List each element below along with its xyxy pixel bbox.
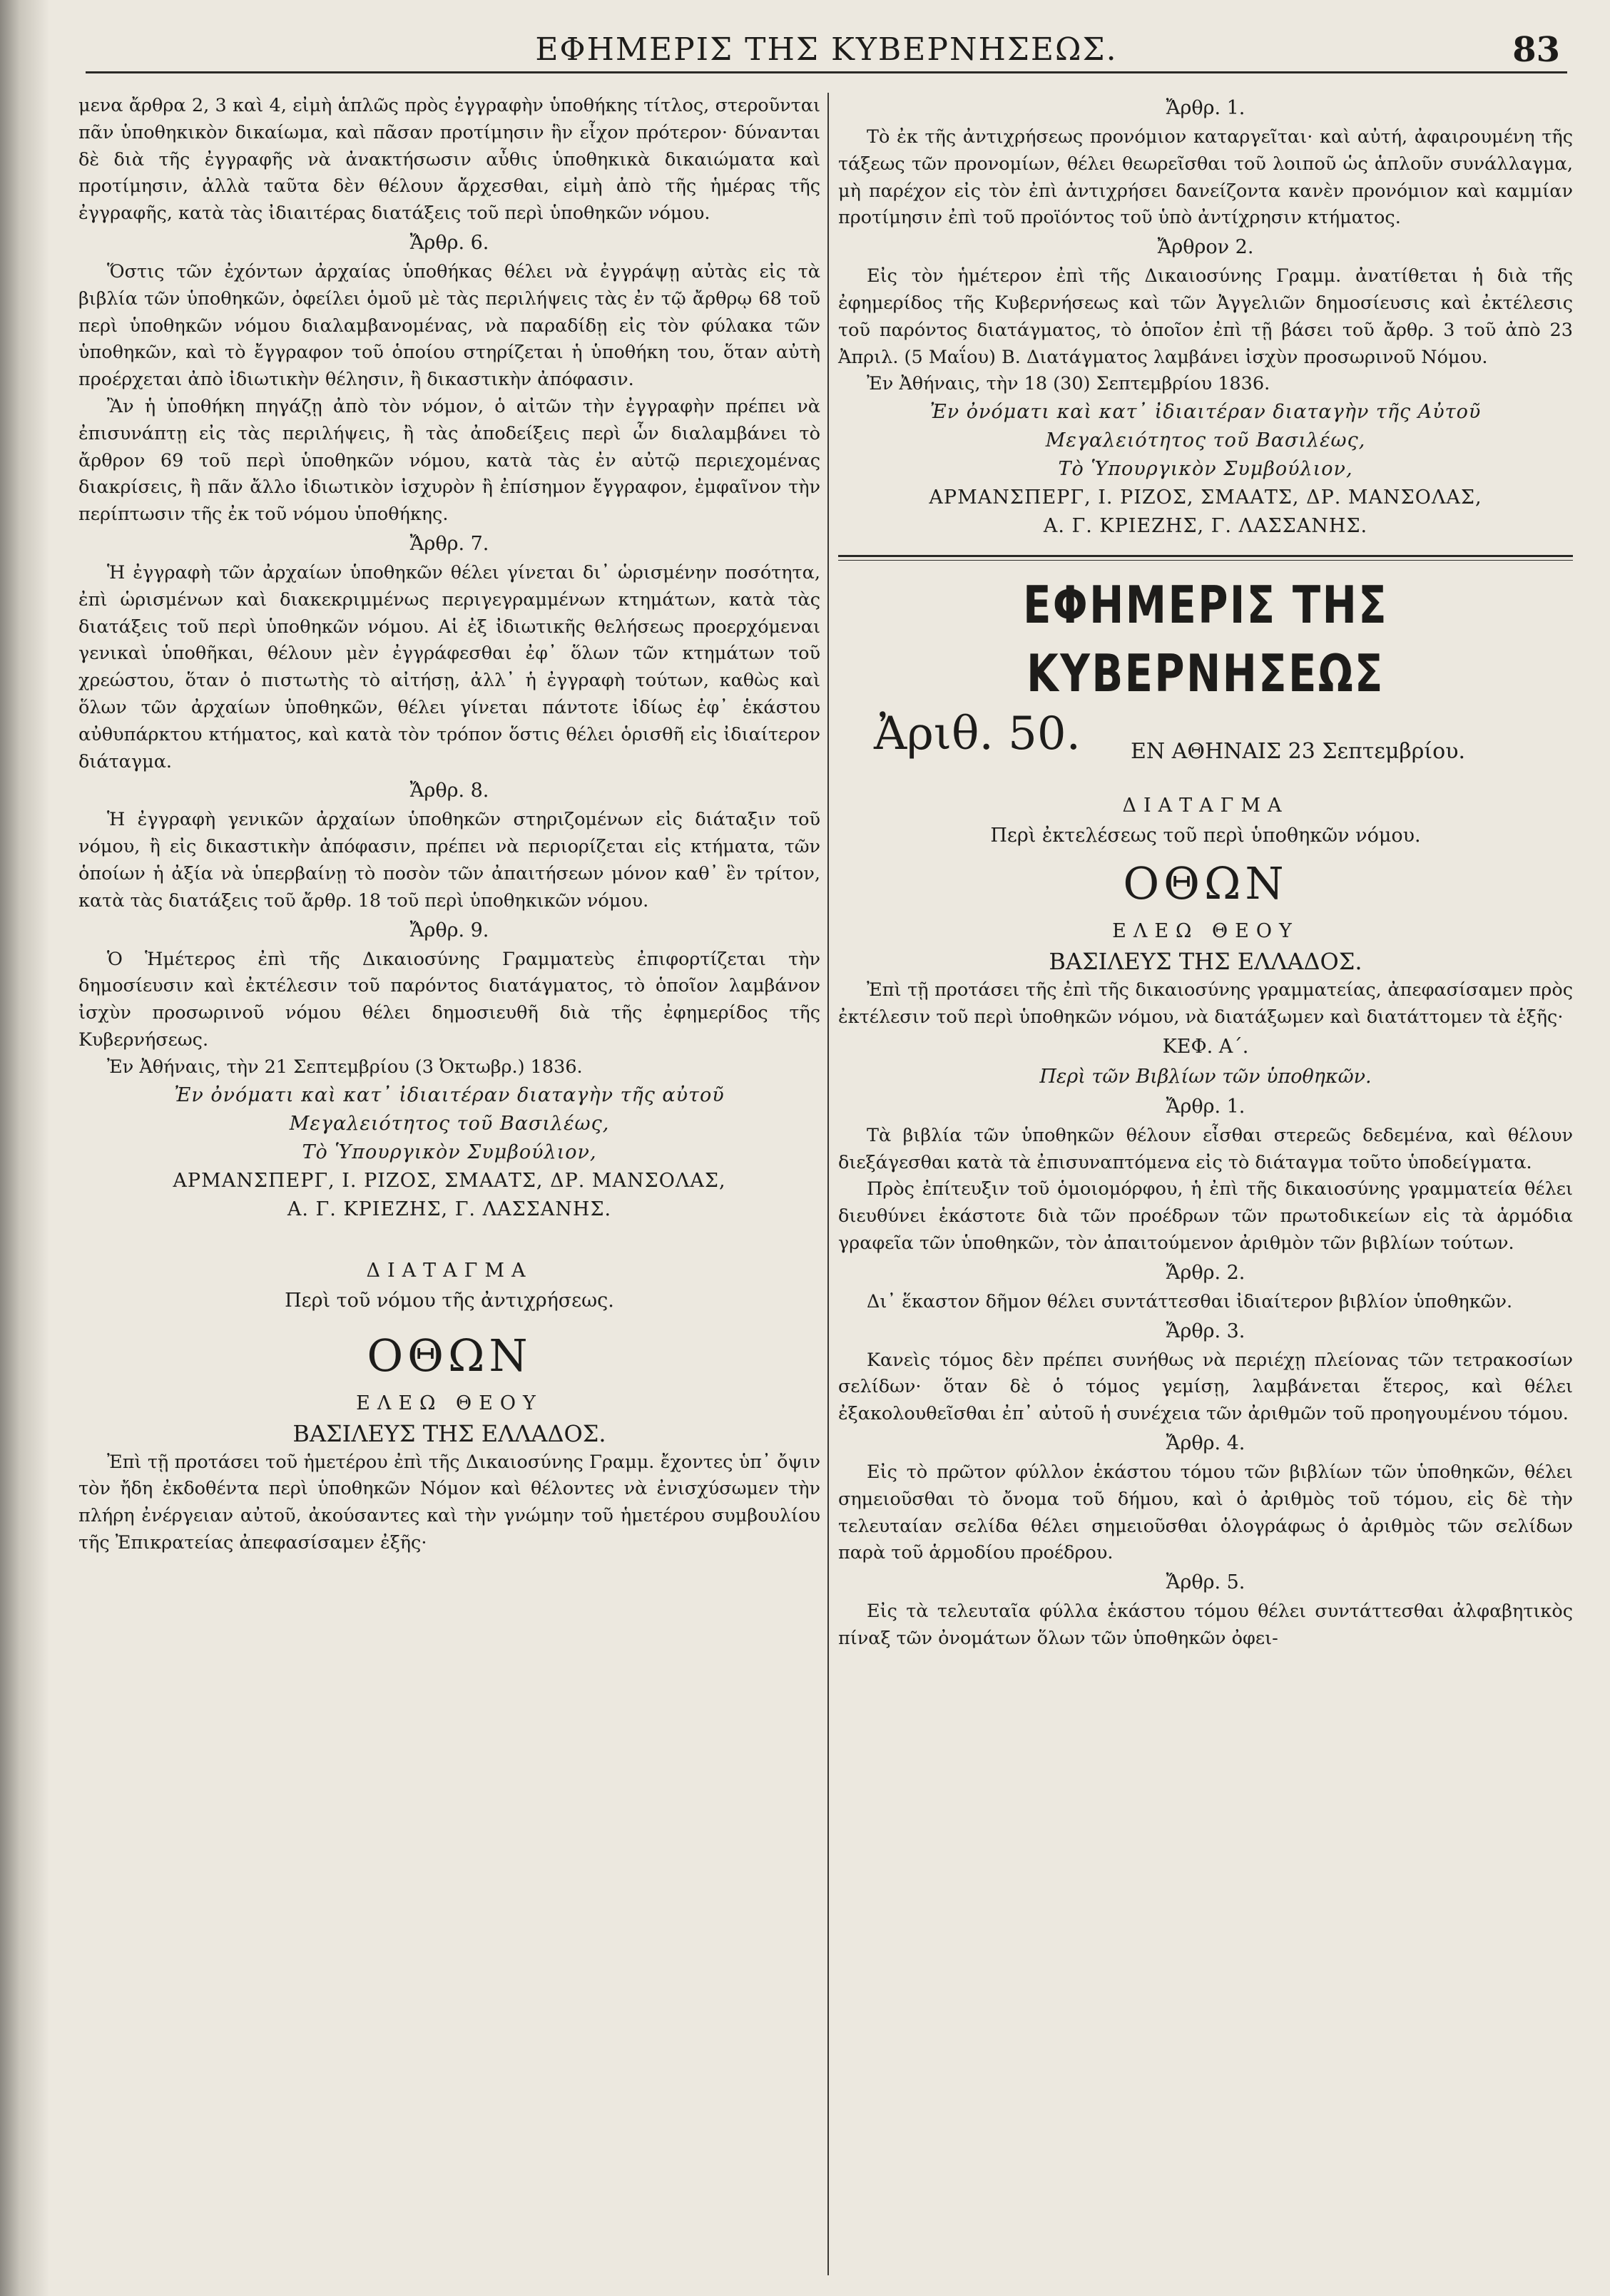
- decree-date: Ἐν Ἀθήναις, τὴν 21 Σεπτεμβρίου (3 Ὀκτωβρ.) 1836.: [107, 1056, 583, 1078]
- king-name: ΟΘΩΝ: [367, 1329, 532, 1382]
- signature-formula: Μεγαλειότητος τοῦ Βασιλέως,: [1045, 429, 1366, 452]
- article-heading: Ἄρθρ. 7.: [409, 532, 489, 555]
- signatories: ΑΡΜΑΝΣΠΕΡΓ, Ι. ΡΙΖΟΣ, ΣΜΑΑΤΣ, ΔΡ. ΜΑΝΣΟΛΑΣ,: [173, 1169, 726, 1192]
- page-header: [86, 29, 1567, 73]
- issue-number: Ἀριθ. 50.: [874, 708, 1081, 761]
- signature-formula: Ἐν ὀνόματι καὶ κατ᾽ ἰδιαιτέραν διαταγὴν τῆς Αὐτοῦ: [929, 401, 1482, 424]
- article-heading: Ἄρθρ. 3.: [1166, 1320, 1245, 1342]
- article-heading: Ἄρθρ. 1.: [1166, 97, 1245, 119]
- signature-formula: Μεγαλειότητος τοῦ Βασιλέως,: [289, 1112, 610, 1135]
- article-heading: Ἄρθρ. 1.: [1166, 1095, 1245, 1118]
- paragraph: Τὸ ἐκ τῆς ἀντιχρήσεως προνόμιον καταργεῖται· καὶ αὐτή, ἀφαιρουμένη τῆς τάξεως τῶν προνομίων, θέλει θεωρεῖσθαι τοῦ λοιποῦ ὡς ἁπλοῦν συνάλλαγμα, μὴ παρέχον εἰς τὸν ἐπὶ ἀντιχρήσει δανείζοντα κανὲν προνόμιον καὶ καμμίαν προτίμησιν ἐπὶ τοῦ προϊόντος τοῦ ὑπὸ ἀντίχρησιν κτήματος.: [838, 126, 1573, 229]
- paragraph: Ἡ ἐγγραφὴ τῶν ἀρχαίων ὑποθηκῶν θέλει γίνεται δι᾽ ὡρισμένην ποσότητα, ἐπὶ ὡρισμένων καὶ διακεκριμμένως περιγεγραμμένων κτημάτων, κατὰ τὰς διατάξεις τοῦ περὶ ὑποθηκῶν νόμου. Αἱ ἐξ ἰδιωτικῆς θελήσεως προερχόμεναι γενικαὶ ὑποθῆκαι, θέλουν μὲν ἐγγράφεσθαι ἐφ᾽ ὅλων τῶν κτημάτων τοῦ χρεώστου, ὅταν ὁ πιστωτὴς τὸ αἰτήσῃ, ἀλλ᾽ ἡ ἐγγραφὴ τούτων, καθὼς καὶ ὅλων τῶν ἀρχαίων ὑποθηκῶν, θέλει γίνεται πάντοτε ἰδίως ἐφ᾽ ἑκάστου αὐθυπάρκτου κτήματος, καὶ κατὰ τὸν τρόπον ὅστις θέλει ὁρισθῆ εἰς ἰδιαίτερον διάταγμα.: [78, 561, 820, 772]
- article-heading: Ἄρθρ. 8.: [409, 780, 489, 802]
- decree-title: ΔΙΑΤΑΓΜΑ: [366, 1259, 533, 1282]
- article-heading: Ἄρθρ. 9.: [409, 919, 489, 942]
- issue-date: ΕΝ ΑΘΗΝΑΙΣ 23 Σεπτεμβρίου.: [1131, 739, 1466, 765]
- article-heading: Ἄρθρ. 2.: [1166, 1261, 1245, 1284]
- section-rule: [838, 555, 1573, 557]
- newspaper-masthead: ΕΦΗΜΕΡΙΣ ΤΗΣ ΚΥΒΕΡΝΗΣΕΩΣ: [1023, 575, 1388, 704]
- chapter-heading: ΚΕΦ. Α΄.: [1162, 1035, 1249, 1058]
- running-title: ΕΦΗΜΕΡΙΣ ΤΗΣ ΚΥΒΕΡΝΗΣΕΩΣ.: [535, 31, 1118, 68]
- paragraph: Ὅστις τῶν ἐχόντων ἀρχαίας ὑποθήκας θέλει νὰ ἐγγράψῃ αὐτὰς εἰς τὰ βιβλία τῶν ὑποθηκῶν, ὀφείλει ὁμοῦ μὲ τὰς περιλήψεις τὰς ἐν τῷ ἄρθρῳ 68 τοῦ περὶ ὑποθηκῶν νόμου διαλαμβανομένας, νὰ παραδίδῃ εἰς τὸν φύλακα τῶν ὑποθηκῶν, καὶ τὸ ἔγγραφον τοῦ ὁποίου στηρίζεται ἡ ὑποθήκη του, ὅταν αὐτὴ προέρχεται ἀπὸ ἰδιωτικὴν θέλησιν, ἢ δικαστικὴν ἀπόφασιν.: [78, 260, 820, 391]
- spacer: [838, 776, 1573, 790]
- section-rule: [838, 560, 1573, 561]
- paragraph: Ἂν ἡ ὑποθήκη πηγάζῃ ἀπὸ τὸν νόμον, ὁ αἰτῶν τὴν ἐγγραφὴν πρέπει νὰ ἐπισυνάπτῃ εἰς τὰς περιλήψεις, ἢ τὰς ἀποδείξεις περὶ ὧν διαλαμβάνει τὸ ἄρθρον 69 τοῦ περὶ ὑποθηκῶν νόμου, κατὰ τὰς ἐν αὐτῷ περιεχομένας διακρίσεις, ἢ πᾶν ἄλλο ἰδιωτικὸν ἰσχυρὸν ἢ ἐπίσημον ἔγγραφον, ἐμφαῖνον τὴν περίπτωσιν τῆς ἐκ τοῦ νόμου ὑποθήκης.: [78, 395, 820, 526]
- paragraph: Ἐπὶ τῇ προτάσει τοῦ ἡμετέρου ἐπὶ τῆς Δικαιοσύνης Γραμμ. ἔχοντες ὑπ᾽ ὄψιν τὸν ἤδη ἐκδοθέντα περὶ ὑποθηκῶν Νόμον καὶ θέλοντες νὰ ἐνισχύσωμεν τὴν πλήρη ἐνέργειαν αὐτοῦ, ἀκούσαντες καὶ τὴν γνώμην τοῦ ἡμετέρου συμβουλίου τῆς Ἐπικρατείας ἀπεφασίσαμεν ἐξῆς·: [78, 1451, 820, 1553]
- article-heading: Ἄρθρ. 4.: [1166, 1432, 1245, 1454]
- signature-formula: Τὸ Ὑπουργικὸν Συμβούλιον,: [1058, 458, 1353, 481]
- paragraph: Πρὸς ἐπίτευξιν τοῦ ὁμοιομόρφου, ἡ ἐπὶ τῆς δικαιοσύνης γραμματεία θέλει διευθύνει ἑκάστοτε διὰ τῶν προέδρων τῶν πρωτοδικείων εἰς τὰ ἁρμόδια γραφεῖα τῶν ὑποθηκῶν, τὸν ἀπαιτούμενον ἀριθμὸν τῶν βιβλίων τούτων.: [838, 1178, 1573, 1254]
- paragraph: Ἡ ἐγγραφὴ γενικῶν ἀρχαίων ὑποθηκῶν στηριζομένων εἰς διάταξιν τοῦ νόμου, ἢ εἰς δικαστικὴν ἀπόφασιν, πρέπει νὰ περιορίζεται εἰς κτήματα, τῶν ὁποίων ἡ ἀξία νὰ ὑπερβαίνῃ τὸ ποσὸν τῶν ἀπαιτήσεων μόνον καθ᾽ ἓν τρίτον, κατὰ τὰς διατάξεις τοῦ ἄρθρ. 18 τοῦ περὶ ὑποθηκικῶν νόμου.: [78, 809, 820, 912]
- signatories: Α. Γ. ΚΡΙΕΖΗΣ, Γ. ΛΑΣΣΑΝΗΣ.: [287, 1198, 612, 1220]
- signature-formula: Τὸ Ὑπουργικὸν Συμβούλιον,: [302, 1141, 597, 1163]
- signature-formula: Ἐν ὀνόματι καὶ κατ᾽ ἰδιαιτέραν διαταγὴν τῆς αὐτοῦ: [174, 1083, 725, 1106]
- decree-subject: Περὶ τοῦ νόμου τῆς ἀντιχρήσεως.: [285, 1289, 614, 1312]
- binding-shadow: [0, 0, 50, 2296]
- paragraph: Εἰς τὰ τελευταῖα φύλλα ἑκάστου τόμου θέλει συντάττεσθαι ἀλφαβητικὸς πίναξ τῶν ὀνομάτων ὅλων τῶν ὑποθηκῶν ὀφει-: [838, 1601, 1573, 1649]
- royal-title: ΒΑΣΙΛΕΥΣ ΤΗΣ ΕΛΛΑΔΟΣ.: [1049, 948, 1362, 976]
- royal-formula: ΕΛΕΩ ΘΕΟΥ: [356, 1392, 543, 1414]
- decree-subject: Περὶ ἐκτελέσεως τοῦ περὶ ὑποθηκῶν νόμου.: [990, 825, 1421, 847]
- article-heading: Ἄρθρον 2.: [1157, 236, 1254, 259]
- article-heading: Ἄρθρ. 6.: [409, 231, 489, 254]
- decree-title: ΔΙΑΤΑΓΜΑ: [1122, 795, 1289, 817]
- king-name: ΟΘΩΝ: [1123, 857, 1288, 910]
- signatories: Α. Γ. ΚΡΙΕΖΗΣ, Γ. ΛΑΣΣΑΝΗΣ.: [1043, 515, 1368, 538]
- signatories: ΑΡΜΑΝΣΠΕΡΓ, Ι. ΡΙΖΟΣ, ΣΜΑΑΤΣ, ΔΡ. ΜΑΝΣΟΛΑΣ,: [929, 486, 1482, 509]
- issue-line: [838, 708, 1573, 776]
- chapter-subject: Περὶ τῶν Βιβλίων τῶν ὑποθηκῶν.: [1039, 1065, 1372, 1088]
- left-column: [78, 93, 820, 1557]
- royal-formula: ΕΛΕΩ ΘΕΟΥ: [1112, 920, 1299, 943]
- paragraph: Ὁ Ἡμέτερος ἐπὶ τῆς Δικαιοσύνης Γραμματεὺς ἐπιφορτίζεται τὴν δημοσίευσιν καὶ ἐκτέλεσιν τοῦ παρόντος διατάγματος, τὸ ὁποῖον λαμβάνον ἰσχὺν προσωρινοῦ νόμου θέλει δημοσιευθῆ διὰ τῆς ἐφημερίδος τῆς Κυβερνήσεως.: [78, 948, 820, 1051]
- decree-date: Ἐν Ἀθήναις, τὴν 18 (30) Σεπτεμβρίου 1836.: [867, 373, 1270, 395]
- column-divider: [827, 93, 829, 2275]
- paragraph: Ἐπὶ τῇ προτάσει τῆς ἐπὶ τῆς δικαιοσύνης γραμματείας, ἀπεφασίσαμεν πρὸς ἐκτέλεσιν τοῦ περὶ ὑποθηκῶν νόμου, νὰ διατάξωμεν καὶ διατάττομεν τὰ ἑξῆς·: [838, 979, 1573, 1028]
- article-heading: Ἄρθρ. 5.: [1166, 1571, 1245, 1594]
- paragraph: Εἰς τὸν ἡμέτερον ἐπὶ τῆς Δικαιοσύνης Γραμμ. ἀνατίθεται ἡ διὰ τῆς ἐφημερίδος τῆς Κυβερνήσεως καὶ τῶν Ἀγγελιῶν δημοσίευσις καὶ ἐκτέλεσις τοῦ παρόντος διατάγματος, τὸ ὁποῖον ἐπὶ τῇ βάσει τοῦ ἄρθρ. 3 τοῦ ἀπὸ 23 Ἀπριλ. (5 Μαΐου) Β. Διατάγματος λαμβάνει ἰσχὺν προσωρινοῦ Νόμου.: [838, 265, 1573, 368]
- page-number: 83: [1512, 30, 1560, 70]
- spacer: [78, 1224, 820, 1255]
- paragraph: Δι᾽ ἕκαστον δῆμον θέλει συντάττεσθαι ἰδιαίτερον βιβλίον ὑποθηκῶν.: [867, 1290, 1513, 1312]
- paragraph: Κανεὶς τόμος δὲν πρέπει συνήθως νὰ περιέχῃ πλείονας τῶν τετρακοσίων σελίδων· ὅταν δὲ ὁ τόμος γεμίσῃ, λαμβάνεται ἕτερος, καὶ θέλει ἐξακολουθεῖσθαι ἐπ᾽ αὐτοῦ ἡ συνέχεια τῶν ἀριθμῶν τοῦ προηγουμένου τόμου.: [838, 1349, 1573, 1425]
- paragraph: μενα ἄρθρα 2, 3 καὶ 4, εἰμὴ ἁπλῶς πρὸς ἐγγραφὴν ὑποθήκης τίτλος, στεροῦνται πᾶν ὑποθηκικὸν δικαίωμα, καὶ πᾶσαν προτίμησιν ἣν εἶχον πρότερον· δύνανται δὲ διὰ τῆς ἐγγραφῆς νὰ ἀνακτήσωσιν αὖθις ὑποθηκικὰ δικαιώματα καὶ προτίμησιν, ἀλλὰ ταῦτα δὲν θέλουν ἄρχεσθαι, εἰμὴ ἀπὸ τῆς ἡμέρας τῆς ἐγγραφῆς, κατὰ τὰς ἰδιαιτέρας διατάξεις τοῦ περὶ ὑποθηκῶν νόμου.: [78, 95, 820, 225]
- paragraph: Εἰς τὸ πρῶτον φύλλον ἑκάστου τόμου τῶν βιβλίων τῶν ὑποθηκῶν, θέλει σημειοῦσθαι τὸ ὄνομα τοῦ δήμου, καὶ ὁ ἀριθμὸς τοῦ τόμου, εἰς δὲ τὴν τελευταίαν σελίδα θέλει σημειοῦσθαι ὁλογράφως ὁ ἀριθμὸς τῶν σελίδων παρὰ τοῦ ἁρμοδίου προέδρου.: [838, 1461, 1573, 1564]
- paragraph: Τὰ βιβλία τῶν ὑποθηκῶν θέλουν εἶσθαι στερεῶς δεδεμένα, καὶ θέλουν διεξάγεσθαι κατὰ τὰ ἐπισυναπτόμενα εἰς τὸ διάταγμα τοῦτο ὑποδείγματα.: [838, 1124, 1573, 1173]
- royal-title: ΒΑΣΙΛΕΥΣ ΤΗΣ ΕΛΛΑΔΟΣ.: [292, 1419, 606, 1447]
- right-column: [838, 93, 1573, 1653]
